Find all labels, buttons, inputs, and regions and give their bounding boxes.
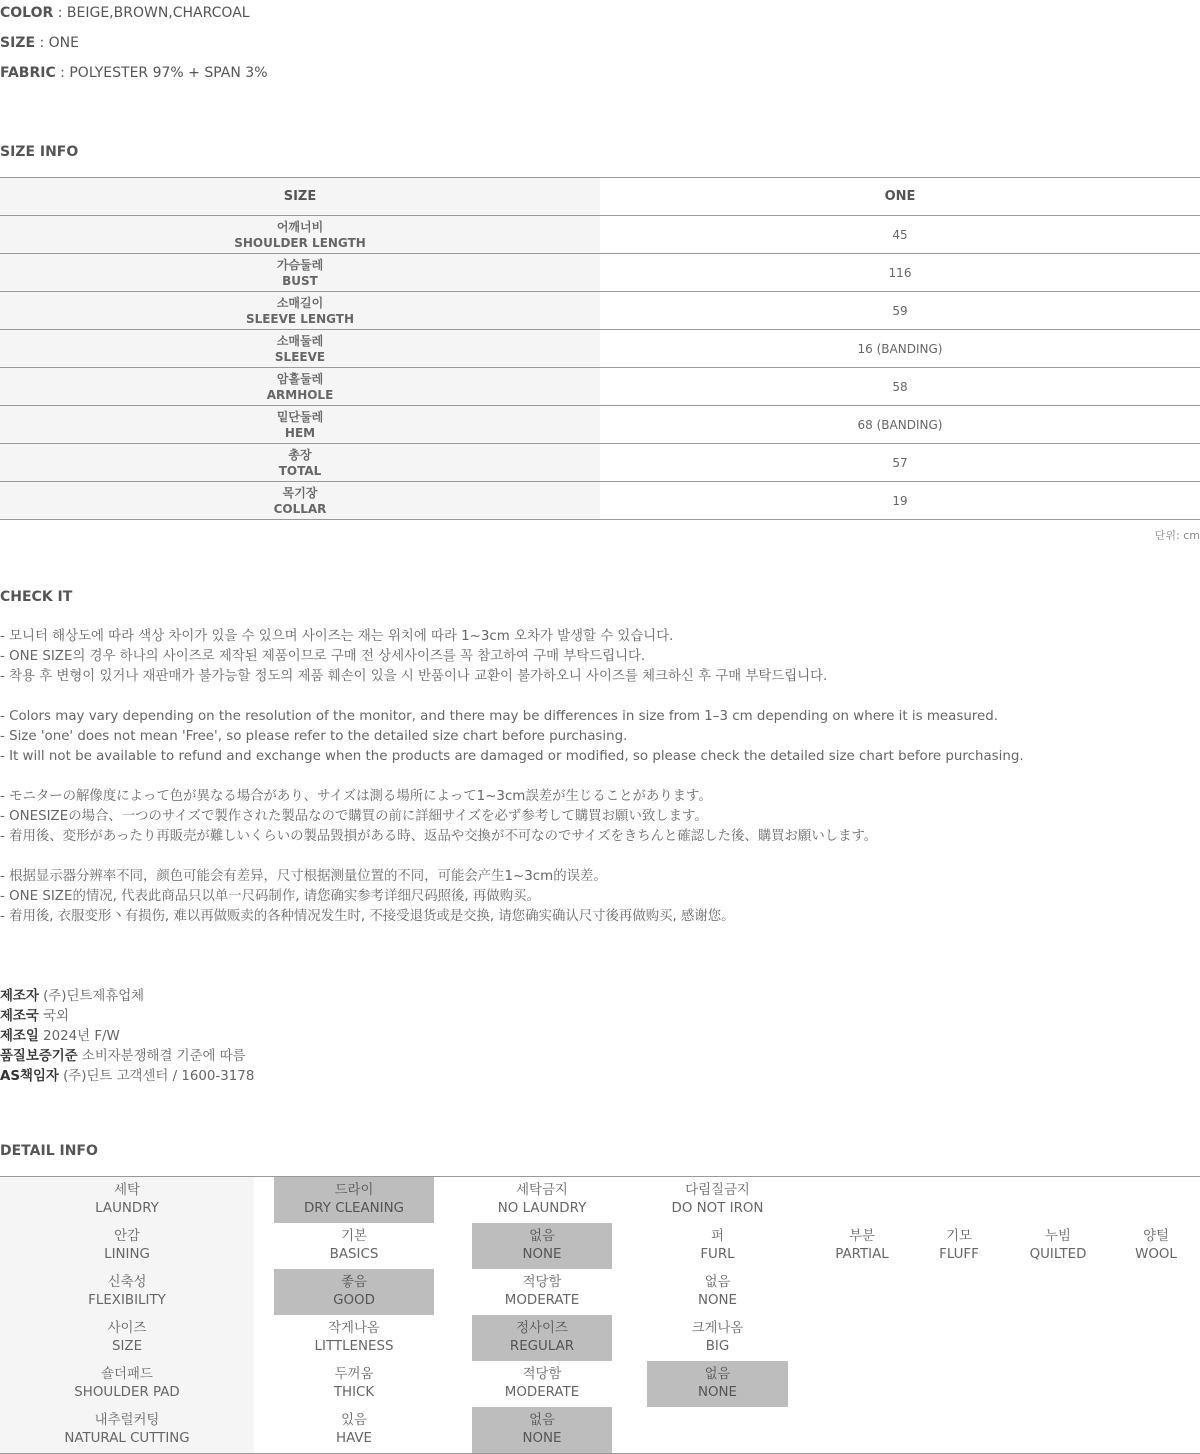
- size-row-label-ko: 총장: [288, 447, 312, 462]
- detail-option-ko: 다림질금지: [685, 1183, 750, 1198]
- spec-size: [0, 33, 79, 53]
- detail-label-ko: 숄더패드: [101, 1367, 153, 1382]
- detail-option-ko: 드라이: [334, 1183, 374, 1198]
- detail-option-en: GOOD: [333, 1293, 375, 1308]
- size-row: [0, 368, 1200, 406]
- detail-row-label: [0, 1223, 254, 1269]
- detail-option: [647, 1361, 788, 1407]
- note-line: - ONE SIZE的情况, 代表此商品只以单一尺码制作, 请您确实参考详细尺码照後, 再做购买。: [0, 889, 540, 904]
- maker-value: 소비자분쟁해결 기준에 따름: [77, 1049, 246, 1064]
- maker-line: [0, 1027, 254, 1047]
- size-row-value: 16 (BANDING): [600, 330, 1200, 368]
- size-row: [0, 330, 1200, 368]
- detail-option-ko: 적당함: [522, 1367, 562, 1382]
- detail-option: [472, 1269, 612, 1315]
- detail-option-en: REGULAR: [509, 1339, 575, 1354]
- detail-option: [274, 1407, 434, 1453]
- detail-option-en: QUILTED: [1029, 1247, 1087, 1262]
- size-row: [0, 444, 1200, 482]
- maker-key: AS책임자: [0, 1069, 59, 1084]
- check-it-notes: [0, 627, 1200, 927]
- size-row-value: 116: [600, 254, 1200, 292]
- detail-option: [274, 1315, 434, 1361]
- detail-option: [472, 1177, 612, 1223]
- detail-row-label: [0, 1177, 254, 1223]
- size-row-label: [0, 216, 600, 254]
- size-row-value: 58: [600, 368, 1200, 406]
- detail-label-ko: 신축성: [107, 1275, 147, 1290]
- detail-label-en: LAUNDRY: [95, 1201, 159, 1216]
- detail-option-en: NONE: [697, 1293, 738, 1308]
- size-row: [0, 482, 1200, 520]
- size-row-label-ko: 목기장: [282, 485, 318, 500]
- detail-label-ko: 안감: [114, 1229, 140, 1244]
- size-row-label-ko: 소매둘레: [276, 333, 324, 348]
- size-row-value: 45: [600, 216, 1200, 254]
- note-gap: [0, 847, 1200, 867]
- size-row-label-ko: 밑단둘레: [276, 409, 324, 424]
- detail-info-grid: [0, 1176, 1200, 1454]
- detail-option-ko: 퍼: [711, 1229, 724, 1244]
- size-row-label: [0, 330, 600, 368]
- detail-option-en: HAVE: [336, 1431, 372, 1446]
- detail-option-en: DRY CLEANING: [304, 1201, 404, 1216]
- size-row-value: 57: [600, 444, 1200, 482]
- detail-option-en: NONE: [522, 1431, 562, 1446]
- detail-option-en: DO NOT IRON: [671, 1201, 764, 1216]
- detail-option-ko: 정사이즈: [516, 1321, 568, 1336]
- detail-label-en: FLEXIBILITY: [88, 1293, 166, 1308]
- unit-note: 단위: cm: [1154, 529, 1200, 542]
- maker-value: 2024년 F/W: [38, 1029, 120, 1044]
- size-row: [0, 254, 1200, 292]
- detail-option-ko: 있음: [341, 1413, 367, 1428]
- size-row-label-ko: 어깨너비: [276, 219, 324, 234]
- detail-row-label: [0, 1361, 254, 1407]
- detail-option: [647, 1315, 788, 1361]
- size-row-label-en: COLLAR: [273, 501, 327, 516]
- size-row-label: [0, 292, 600, 330]
- maker-value: (주)딘트 고객센터 / 1600-3178: [58, 1069, 255, 1084]
- detail-label-ko: 사이즈: [107, 1321, 147, 1336]
- size-row-label: [0, 444, 600, 482]
- note-line: - ONE SIZE의 경우 하나의 사이즈로 제작된 제품이므로 구매 전 상세사이즈를 꼭 참고하여 구매 부탁드립니다.: [0, 649, 646, 664]
- detail-option: [472, 1223, 612, 1269]
- detail-option: [472, 1407, 612, 1453]
- size-row-label-en: SLEEVE: [274, 349, 326, 364]
- size-header-label: SIZE: [0, 178, 600, 216]
- spec-key: FABRIC: [0, 65, 56, 81]
- size-row-value: 68 (BANDING): [600, 406, 1200, 444]
- spec-fabric: [0, 63, 268, 83]
- note-line: - 根据显示器分辨率不同，颜色可能会有差异，尺寸根据测量位置的不同，可能会产生1~3cm的误差。: [0, 869, 607, 884]
- detail-row-label: [0, 1315, 254, 1361]
- detail-label-ko: 세탁: [114, 1183, 140, 1198]
- detail-row-label: [0, 1269, 254, 1315]
- note-gap: [0, 687, 1200, 707]
- size-row-value: 59: [600, 292, 1200, 330]
- note-line: - 모니터 해상도에 따라 색상 차이가 있을 수 있으며 사이즈는 재는 위치에 따라 1~3cm 오차가 발생할 수 있습니다.: [0, 629, 674, 644]
- detail-option: [1004, 1223, 1112, 1269]
- maker-key: 품질보증기준: [0, 1049, 78, 1064]
- detail-option: [647, 1269, 788, 1315]
- size-row-label-en: HEM: [284, 425, 316, 440]
- detail-option: [274, 1177, 434, 1223]
- size-row-label-ko: 가슴둘레: [276, 257, 324, 272]
- detail-option-en: NONE: [522, 1247, 562, 1262]
- maker-line: [0, 987, 254, 1007]
- detail-info-title: DETAIL INFO: [0, 1143, 98, 1159]
- size-row-label-ko: 소매길이: [276, 295, 324, 310]
- note-gap: [0, 767, 1200, 787]
- detail-option: [1112, 1223, 1200, 1269]
- size-row-value: 19: [600, 482, 1200, 520]
- detail-option-ko: 기모: [946, 1229, 972, 1244]
- size-row-label-en: SLEEVE LENGTH: [245, 311, 355, 326]
- size-row-label-en: SHOULDER LENGTH: [234, 235, 366, 250]
- note-line: - Size 'one' does not mean 'Free', so please refer to the detailed size chart before purchasing.: [0, 729, 628, 744]
- detail-option-en: NO LAUNDRY: [497, 1201, 587, 1216]
- spec-key: SIZE: [0, 35, 36, 51]
- detail-option-en: LITTLENESS: [314, 1339, 394, 1354]
- detail-option: [472, 1361, 612, 1407]
- check-it-title: CHECK IT: [0, 589, 73, 605]
- note-line: - 着用後, 衣服变形丶有损伤, 难以再做贩卖的各种情况发生时, 不接受退货或是交换, 请您确实确认尺寸後再做购买, 感谢您。: [0, 909, 735, 924]
- detail-option-en: BASICS: [329, 1247, 379, 1262]
- detail-option-en: THICK: [333, 1385, 375, 1400]
- detail-option: [647, 1223, 788, 1269]
- size-row-label-en: BUST: [282, 273, 318, 288]
- detail-option: [914, 1223, 1004, 1269]
- maker-key: 제조일: [0, 1029, 39, 1044]
- note-line: - ONESIZEの場合、一つのサイズで製作された製品なので購買の前に詳細サイズを必ず参考して購買お願い致します。: [0, 809, 708, 824]
- maker-value: (주)딘트제휴업체: [38, 989, 145, 1004]
- size-table: [0, 177, 1200, 520]
- detail-option: [274, 1269, 434, 1315]
- note-line: - モニターの解像度によって色が異なる場合があり、サイズは測る場所によって1~3cm誤差が生じることがあります。: [0, 789, 712, 804]
- detail-option: [647, 1177, 788, 1223]
- detail-label-en: NATURAL CUTTING: [64, 1431, 190, 1446]
- note-line: - It will not be available to refund and exchange when the products are damaged or modified, so please check the detailed size chart before purchasing.: [0, 749, 1024, 764]
- spec-value: : BEIGE,BROWN,CHARCOAL: [53, 5, 250, 21]
- size-row-label-ko: 암홀둘레: [276, 371, 324, 386]
- detail-option-en: MODERATE: [504, 1293, 580, 1308]
- detail-option-en: FURL: [700, 1247, 735, 1262]
- note-line: - Colors may vary depending on the resolution of the monitor, and there may be differences in size from 1–3 cm depending on where it is measured.: [0, 709, 999, 724]
- detail-row-label: [0, 1407, 254, 1453]
- detail-option-ko: 부분: [849, 1229, 875, 1244]
- size-row-label: [0, 406, 600, 444]
- detail-option-ko: 누빔: [1045, 1229, 1071, 1244]
- detail-option-ko: 크게나옴: [691, 1321, 744, 1336]
- spec-value: : POLYESTER 97% + SPAN 3%: [55, 65, 268, 81]
- detail-option: [274, 1361, 434, 1407]
- detail-label-en: LINING: [104, 1247, 150, 1262]
- maker-info: [0, 987, 254, 1087]
- detail-label-ko: 내추럴커팅: [94, 1413, 160, 1428]
- detail-option-ko: 없음: [529, 1229, 555, 1244]
- maker-line: [0, 1067, 254, 1087]
- maker-key: 제조자: [0, 989, 39, 1004]
- detail-option-ko: 양털: [1143, 1229, 1169, 1244]
- size-row: [0, 406, 1200, 444]
- detail-option-ko: 작게나옴: [328, 1321, 380, 1336]
- size-row-label-en: TOTAL: [278, 463, 322, 478]
- size-row-label: [0, 368, 600, 406]
- detail-option-ko: 두꺼움: [334, 1367, 374, 1382]
- maker-key: 제조국: [0, 1009, 39, 1024]
- maker-line: [0, 1007, 254, 1027]
- detail-option-en: WOOL: [1135, 1247, 1177, 1262]
- size-info-title: SIZE INFO: [0, 144, 79, 160]
- detail-option-ko: 좋음: [341, 1275, 367, 1290]
- detail-label-en: SIZE: [111, 1339, 143, 1354]
- detail-option-ko: 없음: [704, 1275, 731, 1290]
- detail-option: [472, 1315, 612, 1361]
- spec-key: COLOR: [0, 5, 54, 21]
- detail-option: [274, 1223, 434, 1269]
- size-table-header: [0, 178, 1200, 216]
- spec-color: [0, 3, 250, 23]
- note-line: - 着用後、変形があったり再販売が難しいくらいの製品毀損がある時、返品や交換が不可なのでサイズをきちんと確認した後、購買お願いします。: [0, 829, 878, 844]
- size-row: [0, 216, 1200, 254]
- detail-option-ko: 기본: [341, 1229, 367, 1244]
- detail-option: [810, 1223, 914, 1269]
- detail-option-ko: 없음: [704, 1367, 731, 1382]
- detail-option-ko: 없음: [529, 1413, 555, 1428]
- size-row-label-en: ARMHOLE: [266, 387, 334, 402]
- detail-option-ko: 적당함: [522, 1275, 562, 1290]
- note-line: - 착용 후 변형이 있거나 재판매가 불가능할 정도의 제품 훼손이 있을 시 반품이나 교환이 불가하오니 사이즈를 체크하신 후 구매 부탁드립니다.: [0, 669, 828, 684]
- detail-option-ko: 세탁금지: [516, 1183, 568, 1198]
- detail-option-en: PARTIAL: [835, 1247, 889, 1262]
- detail-option-en: BIG: [705, 1339, 730, 1354]
- maker-line: [0, 1047, 254, 1067]
- detail-option-en: NONE: [697, 1385, 738, 1400]
- size-header-value: ONE: [600, 178, 1200, 216]
- size-row-label: [0, 254, 600, 292]
- detail-option-en: MODERATE: [504, 1385, 580, 1400]
- spec-value: : ONE: [35, 35, 79, 51]
- detail-option-en: FLUFF: [939, 1247, 979, 1262]
- maker-value: 국외: [38, 1009, 69, 1024]
- size-row-label: [0, 482, 600, 520]
- size-row: [0, 292, 1200, 330]
- detail-label-en: SHOULDER PAD: [74, 1385, 180, 1400]
